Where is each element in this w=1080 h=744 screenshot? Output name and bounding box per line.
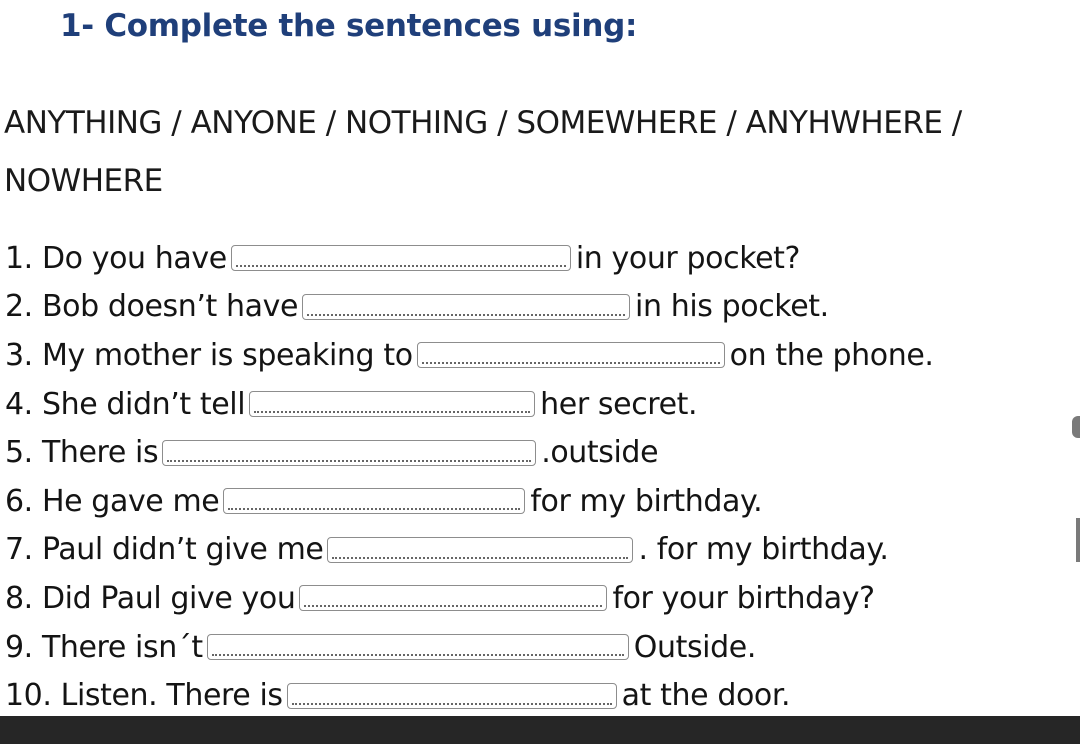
answer-blank-10[interactable]: [287, 683, 617, 709]
sentence-suffix: in his pocket.: [635, 289, 829, 325]
sentence-row-8: [5, 574, 934, 623]
answer-blank-8[interactable]: [299, 585, 607, 611]
sentence-suffix: . for my birthday.: [638, 532, 889, 568]
sentence-suffix: for your birthday?: [612, 580, 875, 616]
bottom-bar: [0, 716, 1080, 744]
word-bank-line-2: NOWHERE: [4, 163, 163, 199]
sentence-row-10: [5, 671, 934, 720]
sentence-row-5: [5, 428, 934, 477]
exercise-title: 1- Complete the sentences using:: [60, 8, 638, 44]
word-bank-line-1: ANYTHING / ANYONE / NOTHING / SOMEWHERE / ANYHWHERE /: [4, 105, 962, 141]
answer-blank-1[interactable]: [231, 245, 571, 271]
sentence-suffix: at the door.: [621, 678, 791, 714]
sentence-prefix: 3. My mother is speaking to: [5, 337, 413, 373]
sentence-suffix: .outside: [541, 435, 659, 471]
sentence-row-4: [5, 380, 934, 429]
sentence-row-3: [5, 331, 934, 380]
answer-blank-6[interactable]: [223, 488, 525, 514]
answer-blank-2[interactable]: [302, 294, 630, 320]
page-edge-mark: [1072, 416, 1080, 438]
sentence-prefix: 5. There is: [5, 435, 159, 471]
sentence-prefix: 2. Bob doesn’t have: [5, 289, 299, 325]
sentence-row-2: [5, 283, 934, 332]
sentence-prefix: 8. Did Paul give you: [5, 580, 296, 616]
sentence-prefix: 9. There isn´t: [5, 629, 203, 665]
sentence-prefix: 7. Paul didn’t give me: [5, 532, 324, 568]
sentence-prefix: 6. He gave me: [5, 483, 220, 519]
answer-blank-3[interactable]: [417, 342, 725, 368]
sentence-suffix: for my birthday.: [530, 483, 763, 519]
sentence-prefix: 10. Listen. There is: [5, 678, 283, 714]
sentence-suffix: in your pocket?: [575, 240, 801, 276]
answer-blank-4[interactable]: [249, 391, 535, 417]
sentence-list: [5, 234, 934, 720]
sentence-suffix: on the phone.: [729, 337, 934, 373]
page-edge-mark: [1076, 518, 1080, 562]
sentence-row-9: [5, 623, 934, 672]
sentence-row-7: [5, 526, 934, 575]
sentence-prefix: 4. She didn’t tell: [5, 386, 246, 422]
answer-blank-9[interactable]: [207, 634, 629, 660]
word-bank: [4, 94, 1064, 210]
sentence-prefix: 1. Do you have: [5, 240, 227, 276]
sentence-suffix: Outside.: [633, 629, 756, 665]
answer-blank-5[interactable]: [162, 440, 536, 466]
sentence-row-1: [5, 234, 934, 283]
sentence-row-6: [5, 477, 934, 526]
answer-blank-7[interactable]: [327, 537, 633, 563]
sentence-suffix: her secret.: [540, 386, 698, 422]
